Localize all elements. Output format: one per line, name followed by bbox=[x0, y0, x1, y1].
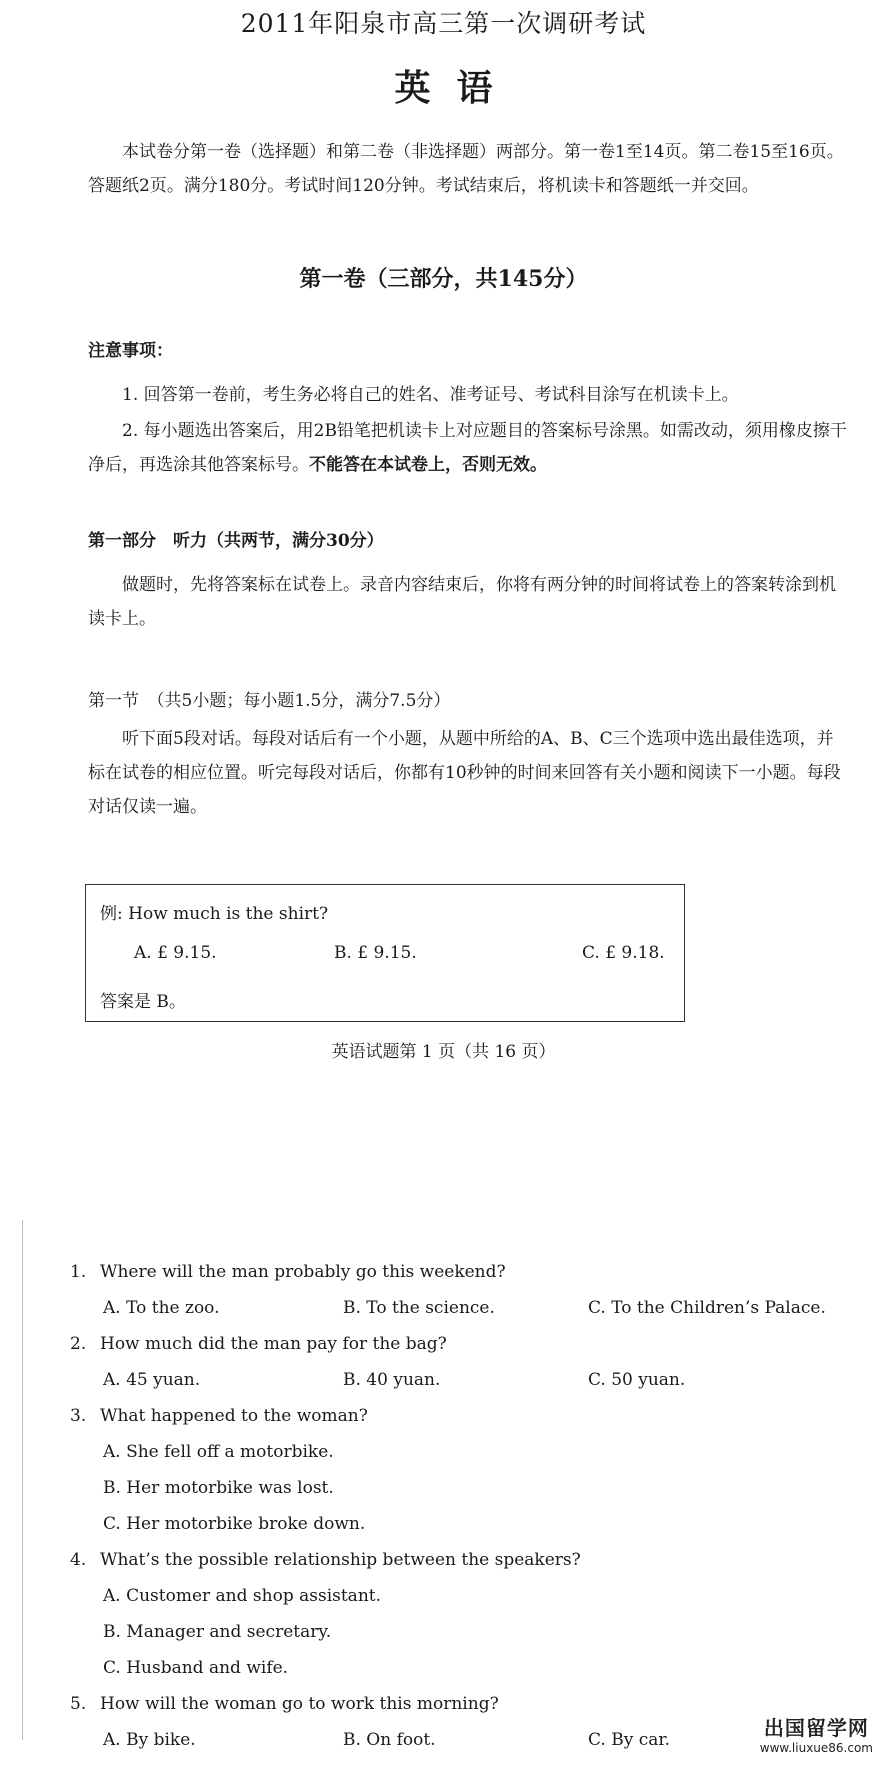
option-c: C. 50 yuan. bbox=[588, 1370, 686, 1390]
example-option-b: B. £ 9.15. bbox=[334, 943, 417, 963]
question-number: 4. bbox=[70, 1550, 87, 1570]
option-a: A. To the zoo. bbox=[103, 1298, 220, 1318]
site-watermark bbox=[760, 1712, 873, 1755]
example-option-c: C. £ 9.18. bbox=[582, 943, 665, 963]
note-item-2 bbox=[88, 414, 848, 482]
option-b: B. Manager and secretary. bbox=[103, 1622, 332, 1642]
section1-heading: 第一节 （共5小题；每小题1.5分，满分7.5分） bbox=[88, 691, 451, 711]
example-answer: 答案是 B。 bbox=[100, 992, 186, 1012]
option-c: C. To the Children’s Palace. bbox=[588, 1298, 826, 1318]
intro-paragraph: 本试卷分第一卷（选择题）和第二卷（非选择题）两部分。第一卷1至14页。第二卷15至16页。答题纸2页。满分180分。考试时间120分钟。考试结束后，将机读卡和答题纸一并交回。 bbox=[88, 142, 844, 196]
question-text: How will the woman go to work this morning? bbox=[100, 1694, 499, 1714]
section1-description: 听下面5段对话。每段对话后有一个小题，从题中所给的A、B、C三个选项中选出最佳选项，并标在试卷的相应位置。听完每段对话后，你都有10秒钟的时间来回答有关小题和阅读下一小题。每段对话仅读一遍。 bbox=[88, 729, 841, 817]
option-c: C. By car. bbox=[588, 1730, 671, 1750]
question-number: 2. bbox=[70, 1334, 87, 1354]
question-text: What happened to the woman? bbox=[100, 1406, 368, 1426]
scan-edge-line bbox=[22, 1220, 23, 1740]
option-a: A. Customer and shop assistant. bbox=[103, 1586, 382, 1606]
question-number: 1. bbox=[70, 1262, 87, 1282]
example-question: 例: How much is the shirt? bbox=[100, 904, 329, 924]
note-item-1: 1. 回答第一卷前，考生务必将自己的姓名、准考证号、考试科目涂写在机读卡上。 bbox=[122, 385, 739, 405]
question-number: 5. bbox=[70, 1694, 87, 1714]
part1-description: 做题时，先将答案标在试卷上。录音内容结束后，你将有两分钟的时间将试卷上的答案转涂到机读卡上。 bbox=[88, 575, 836, 629]
question-number: 3. bbox=[70, 1406, 87, 1426]
part1-heading: 第一部分 听力（共两节，满分30分） bbox=[88, 531, 384, 551]
subject-title: 英语 bbox=[394, 67, 519, 109]
question-text: What’s the possible relationship between the speakers? bbox=[100, 1550, 581, 1570]
notes-heading: 注意事项： bbox=[88, 341, 173, 361]
example-option-a: A. £ 9.15. bbox=[134, 943, 217, 963]
option-a: A. She fell off a motorbike. bbox=[103, 1442, 334, 1462]
question-text: How much did the man pay for the bag? bbox=[100, 1334, 447, 1354]
option-b: B. To the science. bbox=[343, 1298, 495, 1318]
page-footer: 英语试题第 1 页（共 16 页） bbox=[331, 1042, 556, 1062]
note-item-2-text: 2. 每小题选出答案后，用2B铅笔把机读卡上对应题目的答案标号涂黑。如需改动，须用橡皮擦干净后，再选涂其他答案标号。 bbox=[88, 421, 847, 475]
example-box bbox=[85, 884, 685, 1022]
note-item-2-warning: 不能答在本试卷上，否则无效。 bbox=[309, 455, 547, 475]
question-text: Where will the man probably go this weekend? bbox=[100, 1262, 506, 1282]
option-b: B. On foot. bbox=[343, 1730, 436, 1750]
watermark-name: 出国留学网 bbox=[763, 1716, 869, 1740]
watermark-url: www.liuxue86.com bbox=[759, 1741, 873, 1755]
option-b: B. 40 yuan. bbox=[343, 1370, 441, 1390]
option-c: C. Her motorbike broke down. bbox=[103, 1514, 366, 1534]
exam-title: 2011年阳泉市高三第一次调研考试 bbox=[240, 9, 647, 38]
option-a: A. By bike. bbox=[103, 1730, 196, 1750]
option-a: A. 45 yuan. bbox=[103, 1370, 201, 1390]
option-b: B. Her motorbike was lost. bbox=[103, 1478, 334, 1498]
volume-title: 第一卷（三部分，共145分） bbox=[299, 266, 588, 292]
option-c: C. Husband and wife. bbox=[103, 1658, 289, 1678]
